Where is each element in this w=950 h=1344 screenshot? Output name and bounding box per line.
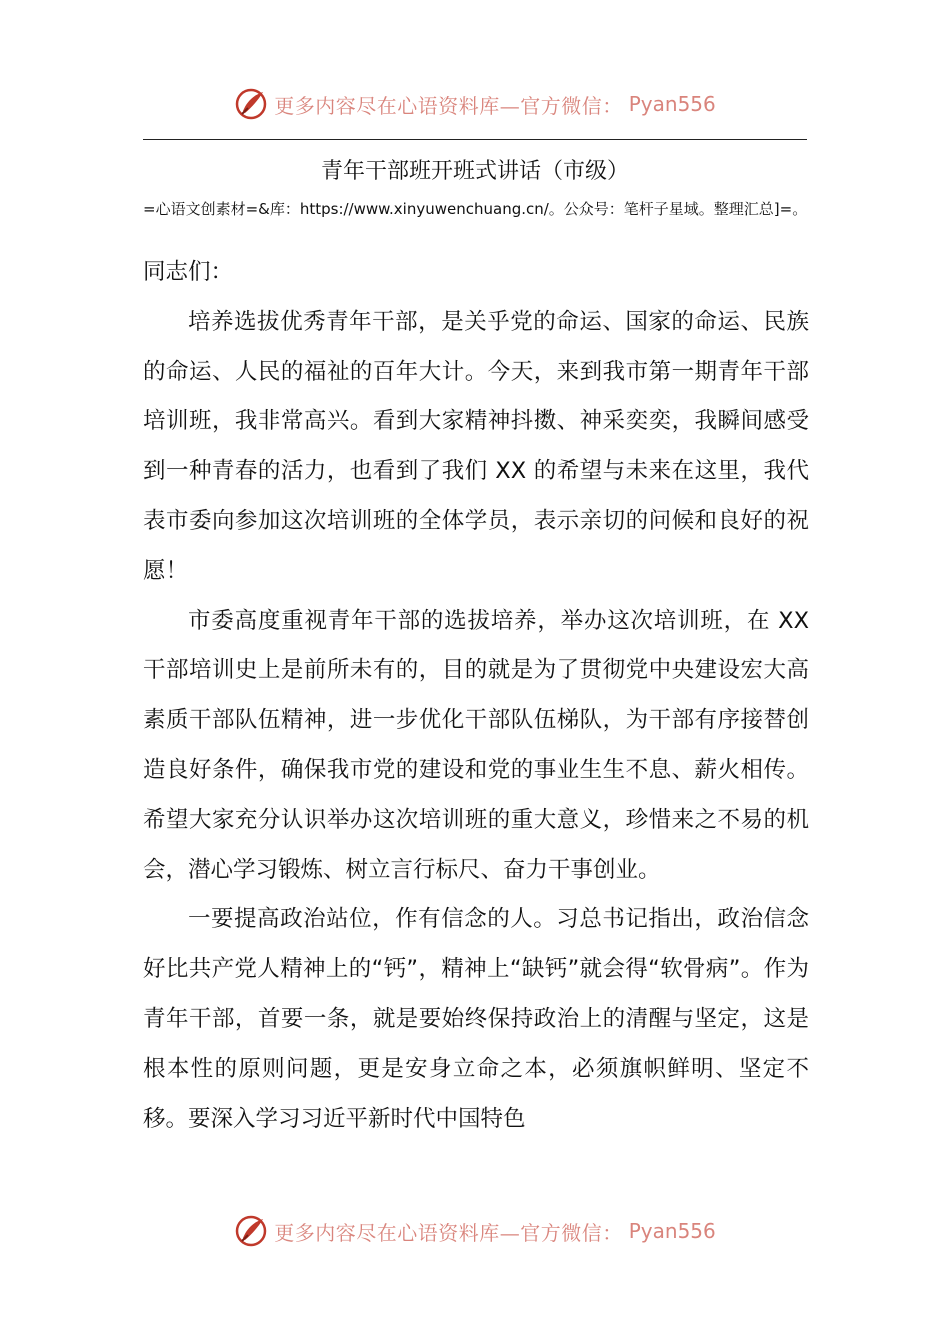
header-divider	[143, 139, 807, 140]
watermark-wechat-id: Pyan556	[628, 1219, 716, 1243]
salutation: 同志们：	[143, 259, 234, 285]
watermark-brand-text: 更多内容尽在心语资料库—官方微信：	[274, 93, 623, 118]
header-watermark	[0, 84, 950, 124]
body-paragraph: 市委高度重视青年干部的选拔培养，举办这次培训班，在 XX 干部培训史上是前所未有的，目的就是为了贯彻党中央建设宏大高素质干部队伍精神，进一步优化干部队伍梯队，为干部有序接替创造良好条件，确保我市党的建设和党的事业生生不息、薪火相传。希望大家充分认识举办这次培训班的重大意义，珍惜来之不易的机会，潜心学习锻炼、树立言行标尺、奋力干事创业。	[143, 607, 809, 883]
watermark-wechat-id: Pyan556	[628, 92, 716, 116]
document-body	[143, 248, 809, 1144]
source-note: =心语文创素材=&库：https://www.xinyuwenchuang.cn/。公众号：笔杆子星域。整理汇总]=。	[143, 200, 808, 218]
watermark-brand-text: 更多内容尽在心语资料库—官方微信：	[274, 1220, 623, 1245]
body-paragraph: 一要提高政治站位，作有信念的人。习总书记指出，政治信念好比共产党人精神上的“钙”，精神上“缺钙”就会得“软骨病”。作为青年干部，首要一条，就是要始终保持政治上的清醒与坚定，这是根本性的原则问题，更是安身立命之本，必须旗帜鲜明、坚定不移。要深入学习习近平新时代中国特色	[143, 906, 809, 1132]
quill-logo-icon	[234, 1214, 268, 1248]
footer-watermark	[0, 1211, 950, 1251]
quill-logo-icon	[234, 87, 268, 121]
body-paragraph: 培养选拔优秀青年干部，是关乎党的命运、国家的命运、民族的命运、人民的福祉的百年大计。今天，来到我市第一期青年干部培训班，我非常高兴。看到大家精神抖擞、神采奕奕，我瞬间感受到一种青春的活力，也看到了我们 XX 的希望与未来在这里，我代表市委向参加这次培训班的全体学员，表示亲切的问候和良好的祝愿！	[143, 308, 809, 584]
document-title: 青年干部班开班式讲话（市级）	[320, 159, 629, 184]
